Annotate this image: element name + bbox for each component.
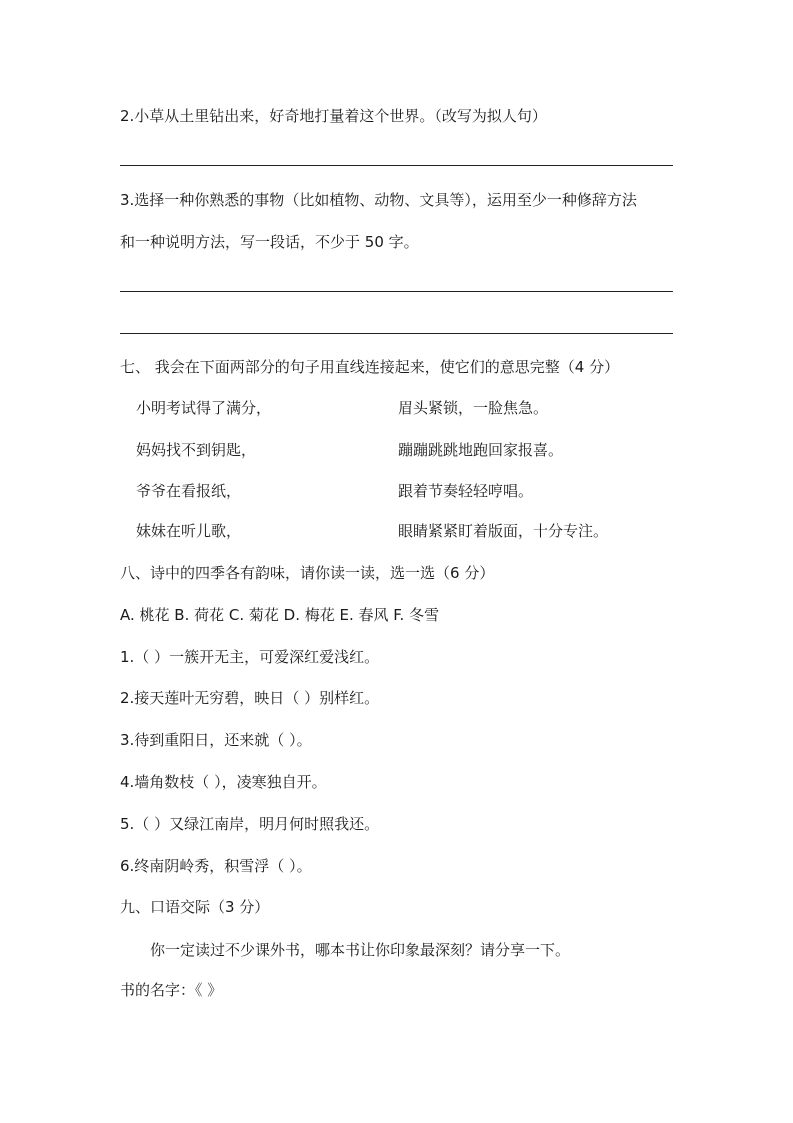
question-6-3-line2: 和一种说明方法，写一段话，不少于 50 字。 [120, 233, 419, 251]
poem-question-3: 3.待到重阳日，还来就（ ）。 [120, 731, 312, 749]
section-9-title: 九、口语交际（3 分） [120, 898, 270, 916]
match-right-item: 蹦蹦跳跳地跑回家报喜。 [398, 441, 564, 459]
match-right-item: 眉头紧锁，一脸焦急。 [398, 399, 549, 417]
match-right-item: 眼睛紧紧盯着版面，十分专注。 [398, 522, 609, 540]
match-left-item: 小明考试得了满分， [136, 399, 272, 417]
answer-line [120, 333, 673, 334]
poem-question-6: 6.终南阴岭秀，积雪浮（ ）。 [120, 857, 312, 875]
answer-line [120, 291, 673, 292]
question-6-2: 2.小草从土里钻出来，好奇地打量着这个世界。（改写为拟人句） [120, 107, 547, 125]
poem-question-4: 4.墙角数枝（ ），凌寒独自开。 [120, 773, 327, 791]
poem-question-2: 2.接天莲叶无穷碧，映日（ ）别样红。 [120, 689, 380, 707]
poem-question-5: 5.（ ）又绿江南岸，明月何时照我还。 [120, 815, 380, 833]
book-name-field: 书的名字：《 》 [120, 981, 223, 999]
section-7-title: 七、 我会在下面两部分的句子用直线连接起来，使它们的意思完整（4 分） [120, 358, 620, 376]
match-left-item: 爷爷在看报纸， [136, 482, 242, 500]
answer-line [120, 165, 673, 166]
question-6-3-line1: 3.选择一种你熟悉的事物（比如植物、动物、文具等），运用至少一种修辞方法 [120, 191, 637, 209]
poem-question-1: 1.（ ）一簇开无主，可爱深红爱浅红。 [120, 648, 380, 666]
match-right-item: 跟着节奏轻轻哼唱。 [398, 482, 534, 500]
section-8-title: 八、诗中的四季各有韵味，请你读一读，选一选（6 分） [120, 564, 495, 582]
match-left-item: 妹妹在听儿歌， [136, 522, 242, 540]
section-9-prompt: 你一定读过不少课外书，哪本书让你印象最深刻？请分享一下。 [150, 941, 571, 959]
match-left-item: 妈妈找不到钥匙， [136, 441, 257, 459]
section-8-options: A. 桃花 B. 荷花 C. 菊花 D. 梅花 E. 春风 F. 冬雪 [120, 606, 440, 624]
